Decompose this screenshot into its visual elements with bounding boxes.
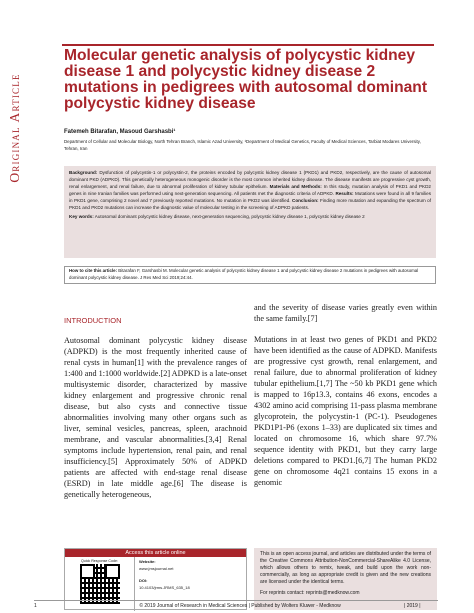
abstract-box [64, 166, 436, 258]
column-left [64, 302, 247, 500]
footer-rule [34, 600, 438, 601]
access-online-box [64, 548, 247, 610]
footer-year: | 2019 | [404, 603, 421, 609]
footer-copyright: © 2019 Journal of Research in Medical Sciences | Published by Wolters Kluwer - Medknow [139, 603, 341, 609]
page-number: 1 [34, 603, 37, 609]
abstract-keywords: Key words: Autosomal dominant polycystic kidney disease, next-generation sequencing, polycystic kidney disease 1, polycystic kidney disease 2 [69, 214, 365, 219]
qr-code-icon[interactable] [80, 564, 120, 604]
citation-box: How to cite this article: Bitarafan F, Garshasbi M. Molecular genetic analysis of polycystic kidney disease 1 and polycystic kidney disease 2 mutations in pedigrees with autosomal dominant polycystic kidney disease. J Res Med Sci 2019;24:44. [64, 266, 436, 284]
article-title: Molecular genetic analysis of polycystic kidney disease 1 and polycystic kidney disease 2 mutations in pedigrees with autosomal dominant polycystic kidney disease [64, 47, 428, 112]
affiliation: Department of Cellular and Molecular Biology, North Tehran Branch, Islamic Azad University, ¹Department of Medical Genetics, Faculty of Medical Sciences, Tarbiat Modares University, Tehran, Iran [64, 139, 421, 151]
title-rule [62, 44, 434, 46]
intro-paragraph-2: and the severity of disease varies greatly even within the same family.[7] [254, 303, 437, 323]
article-type-label: Original Article [7, 72, 22, 183]
access-heading: Access this article online [65, 549, 246, 557]
intro-paragraph-3: Mutations in at least two genes of PKD1 and PKD2 have been identified as the cause of ADPKD. Manifests are progressive cyst growth, renal enlargement, and renal failure, due to abnormal proliferation of kidney tubular epithelium.[1,7] The ~50 kb PKD1 gene which is mapped to 16p13.3, contains 46 exons, encodes a 4302 amino acid comprising 11-pass plasma membrane glycoprotein, the polycystin-1 (PC-1). Pseudogenes PKD1P1-P6 (exons 1–33) are duplicated six times and located on chromosome 16, which share 97.7% sequence identity with PKD1, but they carry large deletions compared to PKD1.[6,7] The human PKD2 gene on chromosome 4q21 contains 15 exons in a genomic [254, 335, 437, 487]
section-heading-introduction: INTRODUCTION [64, 316, 122, 325]
column-right [254, 302, 437, 488]
qr-cell: Quick Response Code: [65, 557, 135, 611]
reprints-contact: For reprints contact: reprints@medknow.com [260, 590, 360, 596]
doi-link[interactable]: 10.4103/jrms.JRMS_635_18 [139, 584, 190, 590]
intro-paragraph-1: Autosomal dominant polycystic kidney disease (ADPKD) is the most frequently inherited cause of renal cysts in human[1] with the prevalence ranges of 1:400 and 1:1000 worldwide.[2] ADPKD is a late-onset multisystemic disorder, characterized by massive kidney enlargement and progressive chronic renal disease, but also cysts and connective tissue abnormalities involving many other organs such as liver, seminal vesicles, pancreas, spleen, arachnoid membrane, and vascular abnormalities.[3,4] Renal symptoms include hypertension, renal pain, and renal insufficiency.[5] Approximately 50% of ADPKD patients are affected with end-stage renal disease (ESRD) in late middle age.[6] The disease is genetically heterogeneous, [64, 336, 247, 499]
article-access-info: Website: www.jmsjournal.net DOI: 10.4103/jrms.JRMS_635_18 [135, 557, 246, 611]
website-link[interactable]: www.jmsjournal.net [139, 565, 174, 571]
abstract-background: Background: Dysfunction of polycystin-1 or polycystin-2, the proteins encoded by polycystic kidney disease 1 (PKD1) and PKD2, respectively, are the cause of autosomal dominant PKD (ADPKD). This genetically heterogeneous monogenic disorder is the most common inherited kidney disease. The disease manifests are progressive cyst growth, renal enlargement, and renal failure, due to abnormal proliferation of kidney tubular epithelium. Materials and Methods: In this study, mutation analysis of PKD1 and PKD2 genes in nine Iranian families was performed using next-generation sequencing. All patients met the diagnostic criteria of ADPKD. Results: Mutations were found in all 9 families in PKD1 gene, comprising 2 novel and 7 previously reported mutations. No mutation in PKD2 was identified. Conclusion: Finding more mutation and expanding the spectrum of PKD1 and PKD2 mutations can increase the diagnostic value of molecular testing in the screening of ADPKD patients. [69, 170, 432, 210]
open-access-text: This is an open access journal, and articles are distributed under the terms of the Creative Commons Attribution-NonCommercial-ShareAlike 4.0 License, which allows others to remix, tweak, and build upon the work non-commercially, as long as appropriate credit is given and the new creations are licensed under the identical terms. [260, 551, 431, 585]
authors: Fatemeh Bitarafan, Masoud Garshasbi¹ [64, 129, 176, 135]
open-access-box [254, 548, 437, 610]
